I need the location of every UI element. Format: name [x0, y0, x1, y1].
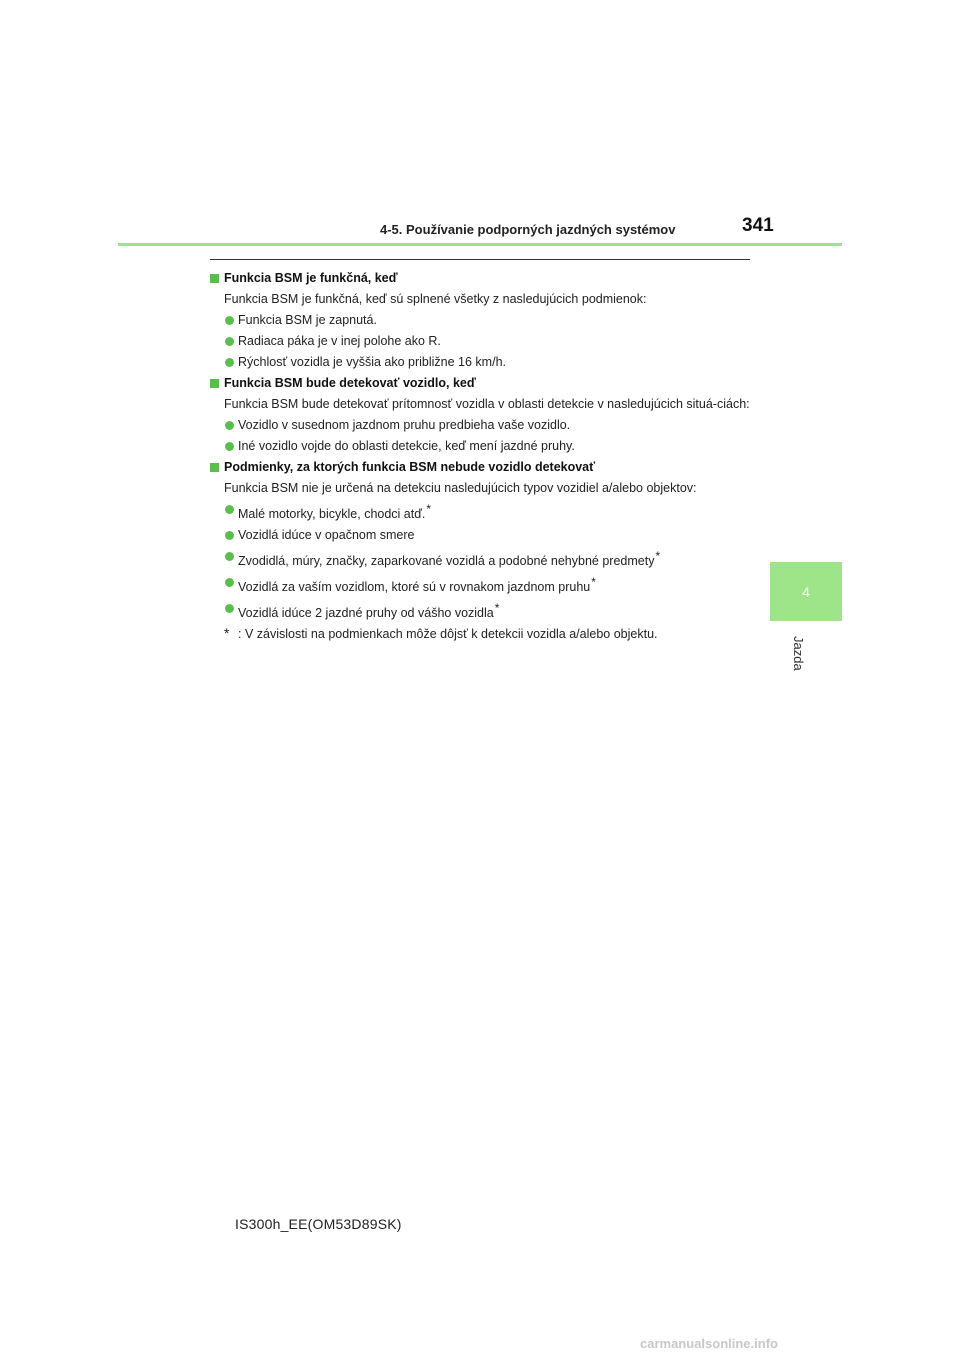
list-item-text: Vozidlá idúce 2 jazdné pruhy od vášho vozidla [238, 606, 494, 620]
list-item-text: Vozidlo v susednom jazdnom pruhu predbieha vaše vozidlo. [238, 418, 571, 432]
header-divider [118, 243, 842, 246]
list-item [210, 598, 755, 624]
section-paragraph: Funkcia BSM je funkčná, keď sú splnené všetky z nasledujúcich podmienok: [224, 292, 647, 306]
model-code: IS300h_EE(OM53D89SK) [235, 1216, 402, 1232]
list-item-text: Vozidlá za vaším vozidlom, ktoré sú v rovnakom jazdnom pruhu [238, 580, 591, 594]
list-item-text: Radiaca páka je v inej polohe ako R. [238, 334, 441, 348]
footnote-mark: * [224, 625, 230, 641]
list-item [210, 499, 755, 525]
circle-bullet-icon [225, 552, 234, 561]
chapter-number: 4 [802, 583, 810, 600]
list-item-text: Funkcia BSM je zapnutá. [238, 313, 377, 327]
section-divider [210, 259, 750, 260]
circle-bullet-icon [225, 505, 234, 514]
watermark: carmanualsonline.info [640, 1336, 778, 1351]
circle-bullet-icon [225, 531, 234, 540]
footnote [210, 624, 755, 645]
list-item [210, 331, 755, 352]
list-item [210, 546, 755, 572]
asterisk-mark: * [655, 549, 661, 563]
section-heading [210, 268, 755, 289]
circle-bullet-icon [225, 442, 234, 451]
list-item [210, 352, 755, 373]
section-paragraph: Funkcia BSM bude detekovať prítomnosť vozidla v oblasti detekcie v nasledujúcich situá-ciách: [224, 397, 750, 411]
section-paragraph: Funkcia BSM nie je určená na detekciu nasledujúcich typov vozidiel a/alebo objektov: [224, 481, 697, 495]
asterisk-mark: * [591, 575, 596, 589]
section-heading-text: Funkcia BSM bude detekovať vozidlo, keď [224, 376, 476, 390]
list-item-text: Rýchlosť vozidla je vyššia ako približne 16 km/h. [238, 355, 506, 369]
footnote-text: : V závislosti na podmienkach môže dôjsť k detekcii vozidla a/alebo objektu. [238, 627, 658, 641]
square-bullet-icon [210, 463, 219, 472]
circle-bullet-icon [225, 337, 234, 346]
list-item [210, 415, 755, 436]
list-item-text: Vozidlá idúce v opačnom smere [238, 528, 415, 542]
list-item [210, 525, 755, 546]
list-item-text: Malé motorky, bicykle, chodci atď. [238, 507, 426, 521]
list-item [210, 436, 755, 457]
chapter-label: Jazda [791, 636, 806, 671]
circle-bullet-icon [225, 358, 234, 367]
circle-bullet-icon [225, 316, 234, 325]
section-heading-text: Podmienky, za ktorých funkcia BSM nebude vozidlo detekovať [224, 460, 596, 474]
list-item [210, 310, 755, 331]
section-heading [210, 457, 755, 478]
circle-bullet-icon [225, 604, 234, 613]
list-item [210, 572, 755, 598]
asterisk-mark: * [494, 601, 500, 615]
square-bullet-icon [210, 379, 219, 388]
square-bullet-icon [210, 274, 219, 283]
asterisk-mark: * [426, 502, 432, 516]
circle-bullet-icon [225, 421, 234, 430]
list-item-text: Zvodidlá, múry, značky, zaparkované vozidlá a podobné nehybné predmety [238, 554, 655, 568]
section-heading-text: Funkcia BSM je funkčná, keď [224, 271, 398, 285]
list-item-text: Iné vozidlo vojde do oblasti detekcie, keď mení jazdné pruhy. [238, 439, 575, 453]
page-content [210, 268, 755, 645]
chapter-tab [770, 562, 842, 621]
circle-bullet-icon [225, 578, 234, 587]
section-heading [210, 373, 755, 394]
header-section-title: 4-5. Používanie podporných jazdných systémov [380, 222, 676, 237]
page-number: 341 [742, 215, 774, 236]
